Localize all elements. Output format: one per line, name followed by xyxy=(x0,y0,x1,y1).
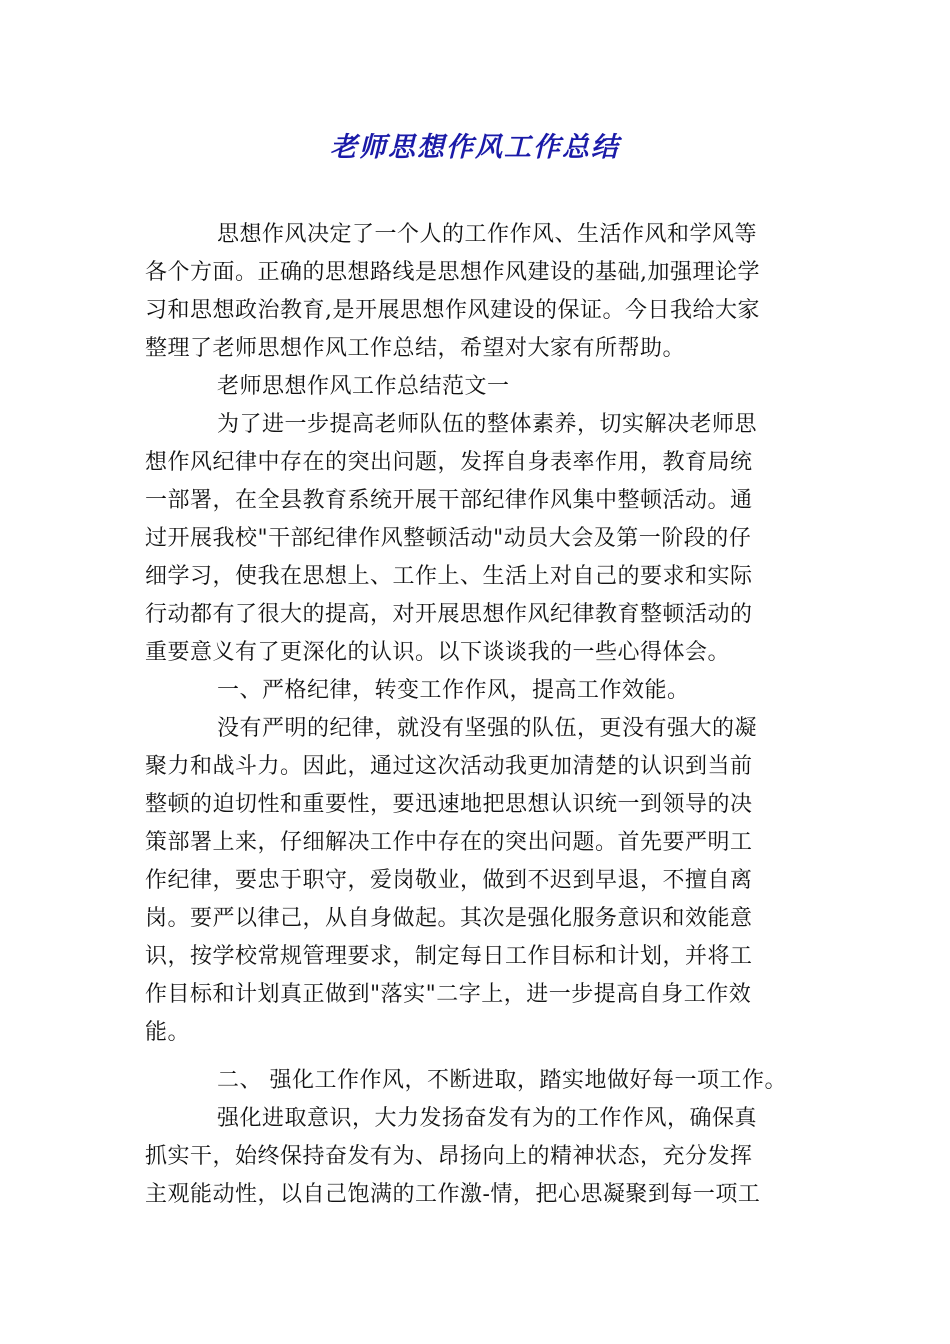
paragraph-line: 过开展我校"干部纪律作风整顿活动"动员大会及第一阶段的仔 xyxy=(145,526,752,551)
paragraph-line: 整顿的迫切性和重要性，要迅速地把思想认识统一到领导的决 xyxy=(145,792,753,817)
paragraph-line: 作纪律，要忠于职守，爱岗敬业，做到不迟到早退，不擅自离 xyxy=(145,868,753,893)
paragraph-line: 一部署，在全县教育系统开展干部纪律作风集中整顿活动。通 xyxy=(145,488,753,513)
paragraph-line: 聚力和战斗力。因此，通过这次活动我更加清楚的认识到当前 xyxy=(145,754,753,779)
paragraph-line: 岗。要严以律己，从自身做起。其次是强化服务意识和效能意 xyxy=(145,906,753,931)
paragraph-line: 没有严明的纪律，就没有坚强的队伍，更没有强大的凝 xyxy=(217,716,758,741)
paragraph-line: 识，按学校常规管理要求，制定每日工作目标和计划，并将工 xyxy=(145,944,753,969)
paragraph-line: 整理了老师思想作风工作总结，希望对大家有所帮助。 xyxy=(145,336,686,361)
paragraph-line: 想作风纪律中存在的突出问题，发挥自身表率作用，教育局统 xyxy=(145,450,753,475)
paragraph-line: 为了进一步提高老师队伍的整体素养，切实解决老师思 xyxy=(217,412,758,437)
section-heading: 一、严格纪律，转变工作作风，提高工作效能。 xyxy=(217,678,690,703)
paragraph-line: 作目标和计划真正做到"落实"二字上，进一步提高自身工作效 xyxy=(145,982,752,1007)
document-body xyxy=(145,216,805,1214)
paragraph-line: 重要意义有了更深化的认识。以下谈谈我的一些心得体会。 xyxy=(145,640,731,665)
section-heading: 老师思想作风工作总结范文一 xyxy=(217,374,510,399)
paragraph-gap xyxy=(145,1052,805,1062)
document-title: 老师思想作风工作总结 xyxy=(330,132,620,163)
paragraph-line: 策部署上来，仔细解决工作中存在的突出问题。首先要严明工 xyxy=(145,830,753,855)
paragraph-line: 各个方面。正确的思想路线是思想作风建设的基础,加强理论学 xyxy=(145,260,760,285)
paragraph-line: 能。 xyxy=(145,1020,191,1045)
paragraph-line: 细学习，使我在思想上、工作上、生活上对自己的要求和实际 xyxy=(145,564,753,589)
paragraph-line: 习和思想政治教育,是开展思想作风建设的保证。今日我给大家 xyxy=(145,298,760,323)
paragraph-line: 主观能动性，以自己饱满的工作激-情，把心思凝聚到每一项工 xyxy=(145,1182,761,1207)
section-heading: 二、 强化工作作风，不断进取，踏实地做好每一项工作。 xyxy=(217,1068,787,1093)
paragraph-line: 思想作风决定了一个人的工作作风、生活作风和学风等 xyxy=(217,222,758,247)
paragraph-line: 抓实干，始终保持奋发有为、昂扬向上的精神状态，充分发挥 xyxy=(145,1144,753,1169)
paragraph-line: 行动都有了很大的提高，对开展思想作风纪律教育整顿活动的 xyxy=(145,602,753,627)
paragraph-line: 强化进取意识，大力发扬奋发有为的工作作风，确保真 xyxy=(217,1106,758,1131)
